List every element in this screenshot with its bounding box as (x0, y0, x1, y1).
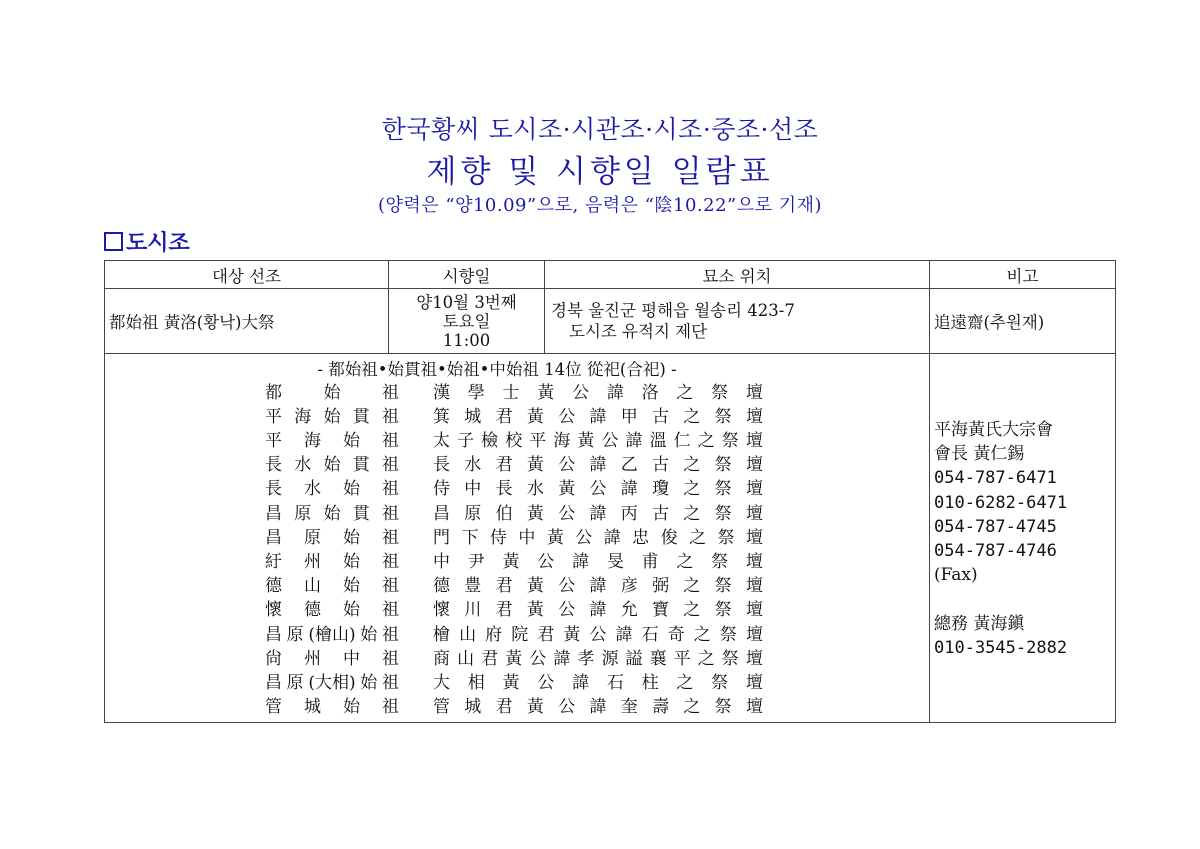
ancestor-altar: 大 相 黃 公 諱 石 柱 之 祭 壇 (433, 672, 763, 693)
ancestor-row (105, 477, 929, 501)
ancestor-title: 長 水 始 貫 祖 (265, 455, 399, 476)
ancestor-altar: 箕 城 君 黃 公 諱 甲 古 之 祭 壇 (433, 406, 763, 427)
header-location: 묘소 위치 (545, 261, 930, 289)
ancestor-title: 昌 原 (大相) 始 祖 (265, 672, 399, 693)
checkbox-square-icon (104, 232, 123, 251)
header-date: 시향일 (389, 261, 545, 289)
ancestor-altar: 昌 原 伯 黃 公 諱 丙 古 之 祭 壇 (433, 503, 763, 524)
ancestor-title: 昌 原 始 祖 (265, 527, 399, 548)
ancestor-row (105, 598, 929, 622)
remarks-spacer (934, 587, 1115, 611)
ancestor-altar: 太 子 檢 校 平 海 黃 公 諱 溫 仁 之 祭 壇 (433, 431, 763, 452)
document-title-block (0, 112, 1200, 218)
row1-remarks: 追遠齋(추원재) (930, 289, 1116, 354)
table-row (105, 354, 1116, 723)
remarks-fax: 054-787-4746 (934, 541, 1057, 561)
ancestor-title: 德 山 始 祖 (265, 576, 399, 597)
ancestor-list-cell (105, 354, 930, 723)
row1-location-line2: 도시조 유적지 제단 (569, 322, 708, 341)
ancestor-list (105, 381, 929, 720)
ancestor-altar: 門 下 侍 中 黃 公 諱 忠 俊 之 祭 壇 (433, 527, 763, 548)
ancestor-row (105, 429, 929, 453)
row1-date-line1: 양10월 3번째 (416, 292, 517, 312)
section-heading-text: 도시조 (126, 230, 190, 256)
section-heading (104, 230, 190, 256)
row1-location (545, 289, 930, 354)
ancestor-altar: 懷 川 君 黃 公 諱 允 寶 之 祭 壇 (433, 600, 763, 621)
ancestor-altar: 中 尹 黃 公 諱 旻 甫 之 祭 壇 (433, 552, 763, 572)
table-header-row (105, 261, 1116, 289)
ancestor-title: 懷 德 始 祖 (265, 600, 399, 621)
ancestor-row (105, 695, 929, 719)
ancestor-altar: 檜 山 府 院 君 黃 公 諱 石 奇 之 祭 壇 (433, 624, 763, 645)
remarks-phone-3: 054-787-4745 (934, 516, 1057, 537)
remarks-phone-4: 010-3545-2882 (934, 637, 1068, 658)
table-row (105, 289, 1116, 354)
title-line-2: 제향 및 시향일 일람표 (426, 154, 774, 190)
row1-date-line3: 11:00 (442, 330, 491, 350)
ancestor-row (105, 550, 929, 574)
ancestor-title: 都 始 祖 (265, 382, 399, 403)
remarks-organization: 平海黃氏大宗會 (934, 419, 1053, 440)
ancestor-altar: 漢 學 士 黃 公 諱 洛 之 祭 壇 (433, 382, 763, 403)
ancestor-list-header: - 都始祖•始貫祖•始祖•中始祖 14位 從祀(合祀) - (317, 359, 677, 379)
ancestor-title: 紆 州 始 祖 (265, 552, 399, 572)
header-subject: 대상 선조 (105, 261, 389, 289)
ancestor-row (105, 453, 929, 477)
title-note: (양력은 “양10.09”으로, 음력은 “陰10.22”으로 기재) (377, 195, 823, 216)
ancestor-title: 管 城 始 祖 (265, 697, 399, 718)
remarks-phone-1: 054-787-6471 (934, 468, 1057, 489)
ancestor-altar: 長 水 君 黃 公 諱 乙 古 之 祭 壇 (433, 455, 763, 476)
ancestor-row (105, 647, 929, 671)
row1-date (389, 289, 545, 354)
ancestor-title: 長 水 始 祖 (265, 479, 399, 500)
ancestor-altar: 侍 中 長 水 黃 公 諱 瓊 之 祭 壇 (433, 479, 763, 500)
ancestor-row (105, 405, 929, 429)
ancestor-row (105, 671, 929, 695)
ancestor-altar: 商 山 君 黃 公 諱 孝 源 謚 襄 平 之 祭 壇 (433, 648, 763, 669)
row1-location-line1: 경북 울진군 평해읍 월송리 423-7 (551, 301, 795, 320)
header-remarks: 비고 (930, 261, 1116, 289)
ancestor-altar: 德 豊 君 黃 公 諱 彦 弼 之 祭 壇 (433, 576, 763, 597)
remarks-fax-label: (Fax) (934, 565, 978, 586)
ancestor-title: 尙 州 中 祖 (265, 648, 399, 669)
row2-remarks (930, 354, 1116, 723)
ancestor-row (105, 381, 929, 405)
ancestor-row (105, 574, 929, 598)
ancestor-row (105, 502, 929, 526)
title-line-1: 한국황씨 도시조·시관조·시조·중조·선조 (381, 115, 819, 144)
ancestor-altar: 管 城 君 黃 公 諱 奎 壽 之 祭 壇 (433, 697, 763, 718)
ancestor-schedule-table (104, 260, 1116, 723)
row1-subject: 都始祖 黃洛(황낙)大祭 (105, 289, 389, 354)
ancestor-row (105, 526, 929, 550)
row1-date-line2: 토요일 (442, 311, 491, 331)
ancestor-title: 昌 原 (檜山) 始 祖 (265, 624, 399, 645)
ancestor-title: 昌 原 始 貫 祖 (265, 503, 399, 524)
ancestor-row (105, 623, 929, 647)
ancestor-title: 平 海 始 祖 (265, 431, 399, 452)
remarks-secretary: 總務 黃海鎭 (934, 613, 1025, 634)
ancestor-title: 平 海 始 貫 祖 (265, 406, 399, 427)
remarks-phone-2: 010-6282-6471 (934, 492, 1068, 513)
remarks-chair: 會長 黃仁錫 (934, 444, 1025, 465)
